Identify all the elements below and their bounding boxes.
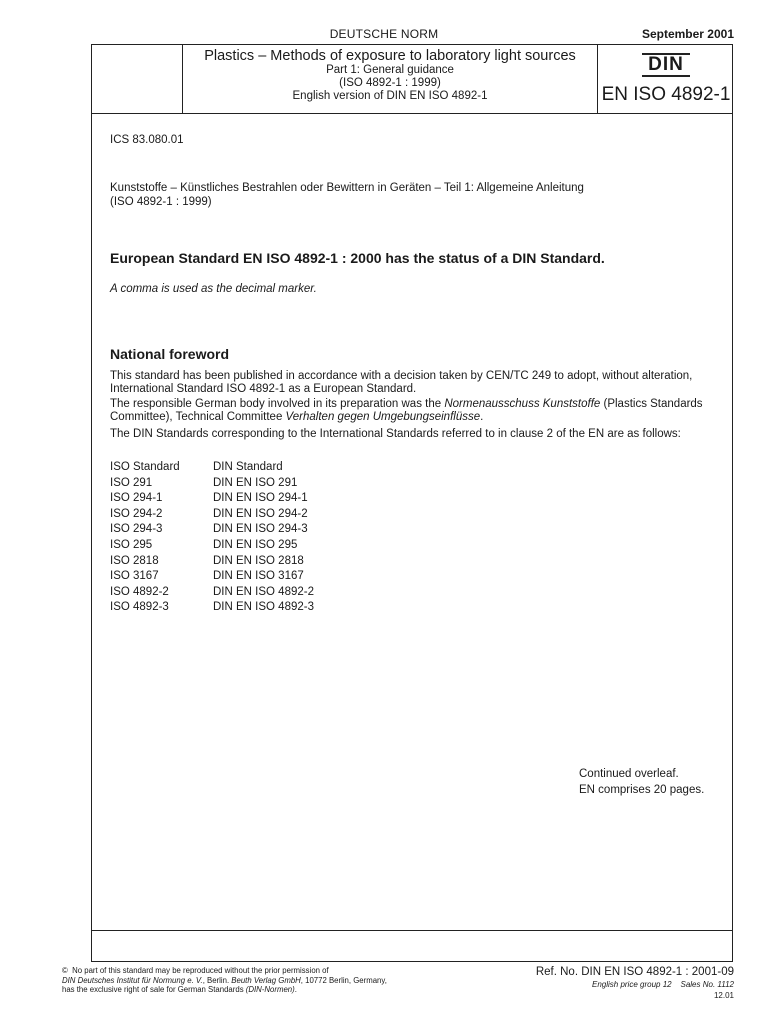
table-row [110,522,314,538]
continuation-note [579,766,704,798]
din-standard-cell: DIN EN ISO 2818 [213,554,304,567]
iso-standard-cell: ISO 295 [110,538,153,551]
footer-divider [91,930,733,931]
decimal-marker-note: A comma is used as the decimal marker. [110,283,317,295]
reference-number: Ref. No. DIN EN ISO 4892-1 : 2001-09 [535,966,734,978]
copyright-symbol: © [62,966,68,975]
copyright-text-3b: . [294,985,297,995]
foreword-paragraph-3: The DIN Standards corresponding to the International Standards referred to in clause 2 of the EN are as follows: [110,428,681,440]
sales-number: Sales No. 1112 [680,980,734,989]
din-standard-cell: DIN EN ISO 294-2 [213,507,308,520]
din-normen-label: (DIN-Normen) [245,985,295,995]
table-row [110,554,314,570]
technical-committee-name: Verhalten gegen Umgebungseinflüsse [285,411,481,423]
foreword-paragraph-2 [110,398,722,424]
din-standard-cell: DIN EN ISO 294-1 [213,492,308,505]
german-title [110,181,725,209]
document-part: Part 1: General guidance [326,64,454,76]
copyright-text-2a: , Berlin. [202,975,232,985]
din-standard-cell: DIN EN ISO 291 [213,476,298,489]
title-block [182,44,598,114]
print-code: 12.01 [713,991,734,1000]
copyright-line-1 [62,966,482,976]
para2-text-start: The responsible German body involved in its preparation was the [110,398,445,410]
din-standard-cell: DIN EN ISO 294-3 [213,523,308,536]
para2-text-end: . [480,411,484,423]
norm-label: DEUTSCHE NORM [329,27,439,41]
din-standard-cell: DIN EN ISO 4892-3 [213,601,314,614]
din-logo-text: DIN [642,53,690,77]
din-logo [599,53,733,77]
ics-code: ICS 83.080.01 [110,134,184,146]
table-row [110,600,314,616]
price-group: English price group 12 [591,980,672,989]
publisher-name: Beuth Verlag GmbH [231,975,301,985]
para2-text-mid: (Plastics Standards Committee), Technical Committee [110,398,703,423]
iso-standard-cell: ISO 294-1 [110,492,163,505]
english-version-note: English version of DIN EN ISO 4892-1 [292,90,488,102]
table-row [110,569,314,585]
table-header-row [110,460,314,476]
copyright-text-3a: has the exclusive right of sale for German Standards [62,985,246,995]
iso-standard-cell: ISO 294-3 [110,523,163,536]
iso-reference: (ISO 4892-1 : 1999) [339,77,441,89]
iso-standard-cell: ISO 291 [110,476,153,489]
standards-table [110,460,314,616]
page-count: EN comprises 20 pages. [579,784,705,796]
table-header-din: DIN Standard [213,461,283,473]
copyright-line-3 [62,985,482,995]
iso-standard-cell: ISO 4892-2 [110,585,169,598]
standard-number: EN ISO 4892-1 [601,84,731,105]
price-sales-line [592,980,734,989]
responsible-body-name: Normenausschuss Kunststoffe [444,398,601,410]
iso-standard-cell: ISO 2818 [110,554,159,567]
publication-date: September 2001 [641,27,734,41]
iso-standard-cell: ISO 4892-3 [110,601,169,614]
iso-standard-cell: ISO 3167 [110,570,159,583]
foreword-paragraph-1: This standard has been published in accordance with a decision taken by CEN/TC 249 to adopt, without alteration, International Standard ISO 4892-1 as a European Standard. [110,370,693,395]
table-row [110,507,314,523]
copyright-text-1: No part of this standard may be reproduced without the prior permission of [72,966,329,975]
din-institute-name: DIN Deutsches Institut für Normung e. V. [62,975,203,985]
copyright-notice [62,966,482,995]
german-title-line2: (ISO 4892-1 : 1999) [110,196,212,208]
european-standard-statement: European Standard EN ISO 4892-1 : 2000 has the status of a DIN Standard. [110,250,605,266]
table-row [110,585,314,601]
document-title: Plastics – Methods of exposure to laboratory light sources [204,48,576,64]
table-header-iso: ISO Standard [110,461,180,473]
iso-standard-cell: ISO 294-2 [110,507,163,520]
din-standard-cell: DIN EN ISO 4892-2 [213,585,314,598]
table-row [110,491,314,507]
copyright-line-2 [62,976,482,986]
german-title-line1: Kunststoffe – Künstliches Bestrahlen oder Bewittern in Geräten – Teil 1: Allgemeine Anleitung [110,182,584,194]
table-row [110,476,314,492]
continued-overleaf: Continued overleaf. [579,768,679,780]
din-standard-cell: DIN EN ISO 3167 [213,570,304,583]
table-row [110,538,314,554]
national-foreword-heading: National foreword [110,346,230,362]
copyright-text-2b: , 10772 Berlin, Germany, [300,975,387,985]
din-standard-cell: DIN EN ISO 295 [213,538,298,551]
